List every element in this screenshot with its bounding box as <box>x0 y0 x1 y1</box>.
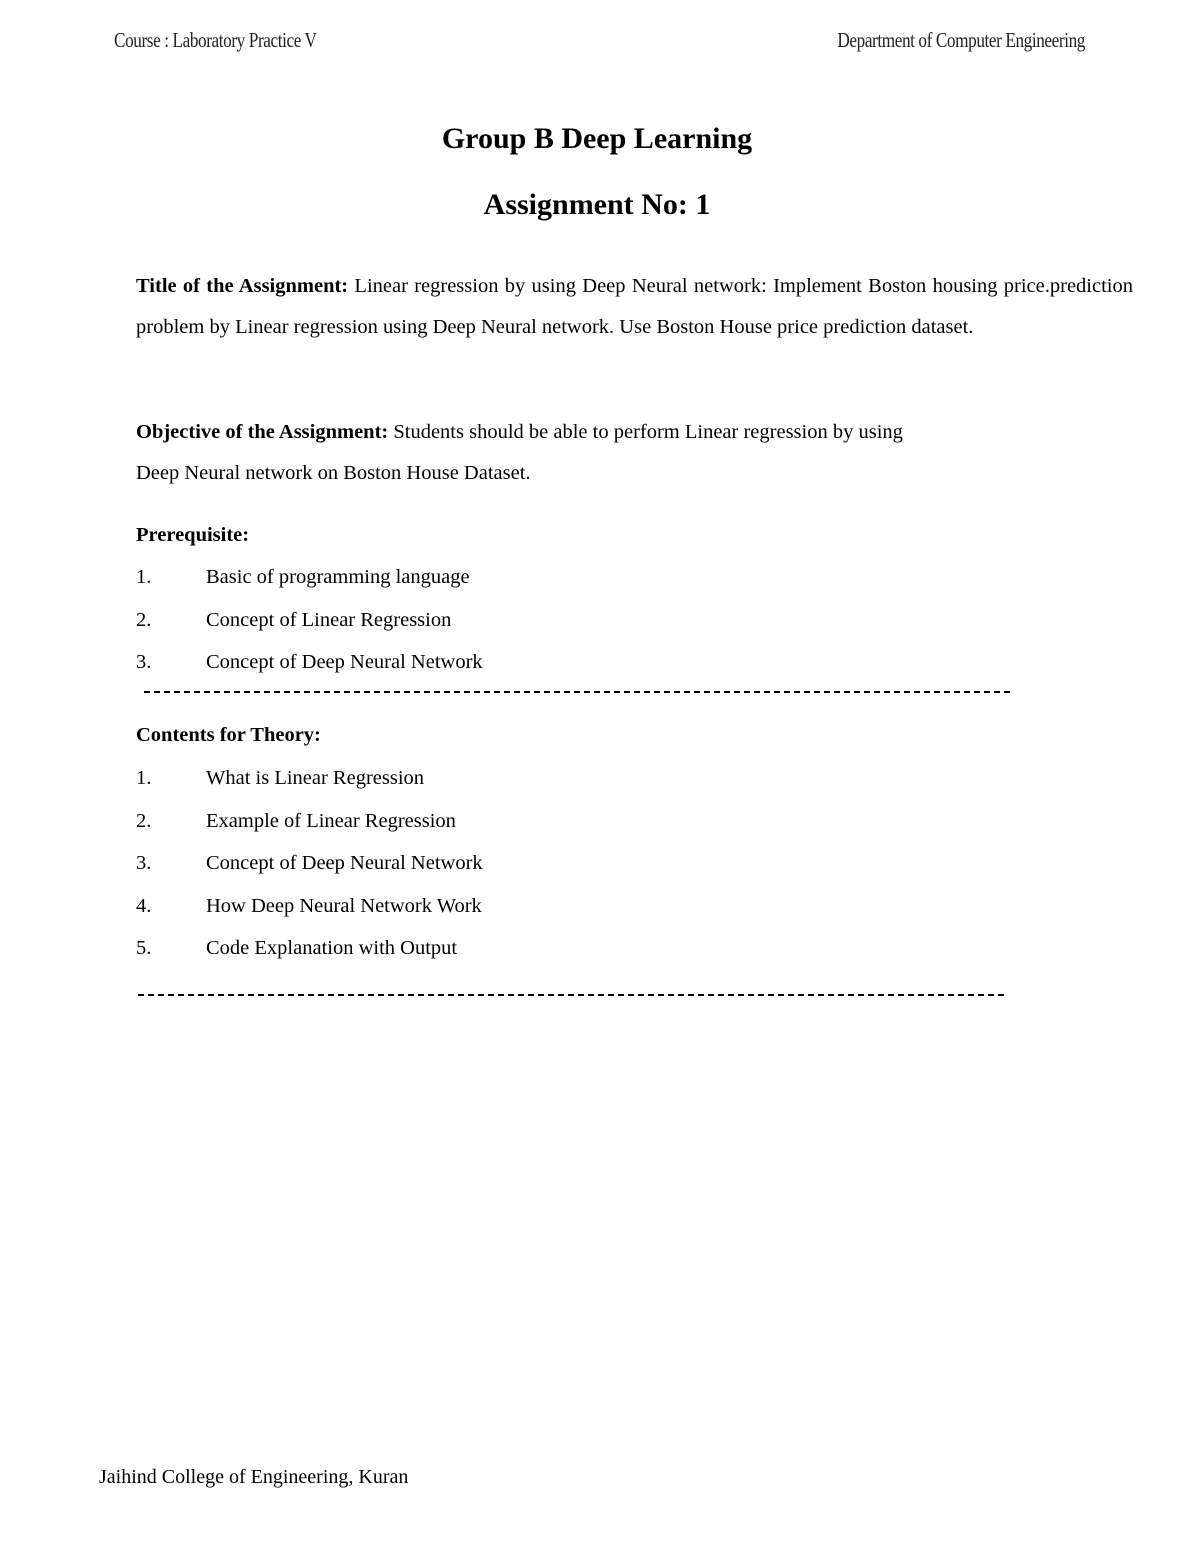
list-item-number: 1. <box>136 767 152 789</box>
objective-paragraph <box>136 412 1133 494</box>
assignment-title-label: Title of the Assignment: <box>136 275 349 297</box>
list-item-text: Concept of Deep Neural Network <box>206 651 483 673</box>
assignment-number: Assignment No: 1 <box>483 188 711 221</box>
list-item-number: 1. <box>136 566 152 588</box>
list-item-number: 2. <box>136 608 152 631</box>
objective-text-line2: Deep Neural network on Boston House Dataset. <box>136 462 531 484</box>
list-item-text: Concept of Linear Regression <box>206 608 452 631</box>
list-item-text: Basic of programming language <box>206 566 470 588</box>
assignment-title-paragraph <box>136 266 1133 348</box>
list-item-text: Code Explanation with Output <box>206 937 458 959</box>
header-department: Department of Computer Engineering <box>837 28 1085 52</box>
assignment-title-text: Linear regression by using Deep Neural network: Implement Boston housing price.prediction problem by Linear regression using Deep Neural network. Use Boston House price prediction dataset. <box>136 275 1133 338</box>
list-item-number: 2. <box>136 809 152 832</box>
footer-college: Jaihind College of Engineering, Kuran <box>99 1466 409 1488</box>
list-item-text: Example of Linear Regression <box>206 809 456 832</box>
list-item-number: 4. <box>136 894 152 917</box>
objective-label: Objective of the Assignment: <box>136 421 389 443</box>
prerequisite-heading: Prerequisite: <box>136 524 250 546</box>
header-course: Course : Laboratory Practice V <box>114 28 317 52</box>
list-item-number: 5. <box>136 937 152 959</box>
dashed-divider <box>138 994 1004 996</box>
list-item-text: Concept of Deep Neural Network <box>206 852 483 874</box>
list-item-number: 3. <box>136 651 152 673</box>
list-item-text: What is Linear Regression <box>206 767 425 789</box>
theory-heading: Contents for Theory: <box>136 724 321 746</box>
list-item-number: 3. <box>136 852 152 874</box>
list-item-text: How Deep Neural Network Work <box>206 894 482 917</box>
dashed-divider <box>144 691 1010 693</box>
group-title: Group B Deep Learning <box>441 122 753 155</box>
objective-text-line1: Students should be able to perform Linear regression by using <box>388 421 903 443</box>
